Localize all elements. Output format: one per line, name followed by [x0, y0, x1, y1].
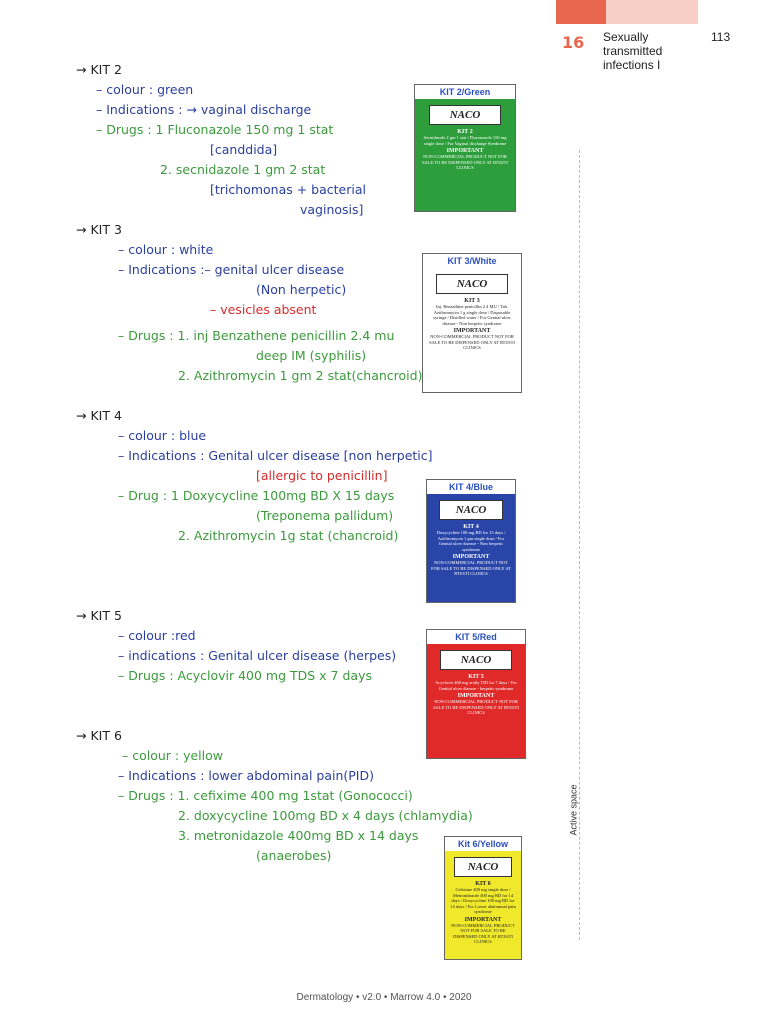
chapter-title-line: infections I — [603, 58, 661, 72]
active-space-label: Active space — [568, 784, 579, 836]
chapter-tab-light — [606, 0, 698, 24]
kit6-indications: – Indications : lower abdominal pain(PID) — [118, 768, 374, 783]
kit6-card-name: KIT 6 — [475, 881, 491, 887]
kit6-card-notice: NON-COMMERCIAL PRODUCT NOT FOR SALE TO BE DISPENSED ONLY AT RTI/STI CLINICS — [451, 922, 515, 944]
kit2-card — [414, 84, 516, 212]
kit2-indications: – Indications : → vaginal discharge — [96, 102, 312, 117]
active-space-divider — [579, 150, 580, 940]
kit3-drugs: – Drugs : 1. inj Benzathene penicillin 2.4 mu — [118, 328, 395, 343]
kit3-drugs: deep IM (syphilis) — [256, 348, 367, 363]
kit2-title: → KIT 2 — [76, 62, 122, 77]
kit3-card-label: KIT 3/White — [423, 254, 521, 268]
kit2-card-name: KIT 2 — [457, 129, 473, 135]
naco-logo: NACO — [436, 274, 508, 294]
kit6-drugs: (anaerobes) — [256, 848, 332, 863]
page-number: 113 — [711, 30, 731, 44]
naco-logo: NACO — [439, 500, 503, 520]
kit3-card-name: KIT 3 — [464, 298, 480, 304]
kit4-drugs: 2. Azithromycin 1g stat (chancroid) — [178, 528, 399, 543]
kit5-card-notice: NON-COMMERCIAL PRODUCT NOT FOR SALE TO BE DISPENSED ONLY AT RTI/STI CLINICS — [433, 699, 519, 715]
kit5-card-contents: Acyclovir 400 mg orally TID for 7 days / For Genital ulcer disease - herpetic syndrome — [435, 680, 517, 691]
chapter-title — [603, 30, 662, 72]
kit5-card-label: KIT 5/Red — [427, 630, 525, 644]
kit4-allergy: [allergic to penicillin] — [256, 468, 388, 483]
kit6-card-contents: Cefixime 400 mg single dose / Metronidazole 400 mg BD for 14 days / Doxycycline 100 mg BD for 14 days / For Lower abdominal pain syndrome — [450, 887, 516, 914]
kit2-drugs: [trichomonas + bacterial — [210, 182, 366, 197]
kit6-title: → KIT 6 — [76, 728, 122, 743]
kit5-drugs: – Drugs : Acyclovir 400 mg TDS x 7 days — [118, 668, 372, 683]
kit4-drugs: (Treponema pallidum) — [256, 508, 394, 523]
chapter-title-line: Sexually — [603, 30, 649, 44]
kit3-indications: (Non herpetic) — [256, 282, 347, 297]
kit3-card-notice: NON-COMMERCIAL PRODUCT NOT FOR SALE TO BE DISPENSED ONLY AT RTI/STI CLINICS — [429, 334, 515, 350]
kit2-drugs: [canddida] — [210, 142, 278, 157]
kit4-card-name: KIT 4 — [463, 524, 479, 530]
kit4-colour: – colour : blue — [118, 428, 207, 443]
naco-logo: NACO — [429, 105, 501, 125]
kit3-indications: – Indications :– genital ulcer disease — [118, 262, 345, 277]
kit2-card-label: KIT 2/Green — [415, 85, 515, 99]
chapter-number: 16 — [562, 33, 585, 52]
kit6-card-important: IMPORTANT — [464, 916, 502, 923]
kit4-card-important: IMPORTANT — [452, 554, 490, 560]
kit5-card-important: IMPORTANT — [457, 693, 495, 699]
kit3-colour: – colour : white — [118, 242, 214, 257]
kit6-drugs: 3. metronidazole 400mg BD x 14 days — [178, 828, 419, 843]
kit6-card — [444, 836, 522, 960]
kit2-card-contents: Secnidazole 2 gm 1 stat / Fluconazole 150 mg single dose / For Vaginal discharge Syndrome — [423, 135, 507, 146]
kit4-title: → KIT 4 — [76, 408, 122, 423]
kit6-drugs: 2. doxycycline 100mg BD x 4 days (chlamydia) — [178, 808, 473, 823]
kit2-colour: – colour : green — [96, 82, 194, 97]
kit4-card-label: KIT 4/Blue — [427, 480, 515, 494]
kit2-drugs: vaginosis] — [300, 202, 364, 217]
kit4-drugs: – Drug : 1 Doxycycline 100mg BD X 15 days — [118, 488, 395, 503]
kit4-card — [426, 479, 516, 603]
kit2-drugs: – Drugs : 1 Fluconazole 150 mg 1 stat — [96, 122, 334, 137]
kit4-card-notice: NON-COMMERCIAL PRODUCT NOT FOR SALE TO BE DISPENSED ONLY AT RTI/STI CLINICS — [431, 560, 511, 576]
page-footer: Dermatology • v2.0 • Marrow 4.0 • 2020 — [296, 992, 472, 1003]
kit4-card-contents: Doxycycline 100 mg BD for 15 days / Azithromycin 1 gm single dose / For Genital ulcer disease - Non herpetic syndrome — [436, 530, 506, 552]
kit2-drugs: 2. secnidazole 1 gm 2 stat — [160, 162, 326, 177]
naco-logo: NACO — [454, 857, 512, 877]
kit2-card-important: IMPORTANT — [446, 148, 484, 154]
kit3-card-contents: Inj. Benzathine penicillin 2.4 MU / Tab. Azithromycin 1 g single dose / Disposable syringe / Distilled water / For Genital ulcer disease - Non herpetic syndrome — [433, 304, 511, 326]
kit2-card-notice: NON-COMMERCIAL PRODUCT NOT FOR SALE TO BE DISPENSED ONLY AT RTI/STI CLINICS — [422, 154, 508, 170]
kit3-card — [422, 253, 522, 393]
chapter-tab-dark — [556, 0, 606, 24]
kit5-card — [426, 629, 526, 759]
kit5-card-name: KIT 5 — [468, 674, 484, 680]
kit5-title: → KIT 5 — [76, 608, 122, 623]
kit6-card-label: Kit 6/Yellow — [445, 837, 521, 851]
kit6-drugs: – Drugs : 1. cefixime 400 mg 1stat (Gonococci) — [118, 788, 413, 803]
chapter-title-line: transmitted — [603, 44, 663, 58]
kit3-drugs: 2. Azithromycin 1 gm 2 stat(chancroid) — [178, 368, 423, 383]
naco-logo: NACO — [440, 650, 512, 670]
kit5-indications: – indications : Genital ulcer disease (herpes) — [118, 648, 397, 663]
kit4-indications: – Indications : Genital ulcer disease [non herpetic] — [118, 448, 433, 463]
kit3-title: → KIT 3 — [76, 222, 122, 237]
kit3-card-important: IMPORTANT — [453, 328, 491, 334]
kit6-colour: – colour : yellow — [122, 748, 223, 763]
kit3-vesicles: – vesicles absent — [210, 302, 317, 317]
kit5-colour: – colour :red — [118, 628, 196, 643]
